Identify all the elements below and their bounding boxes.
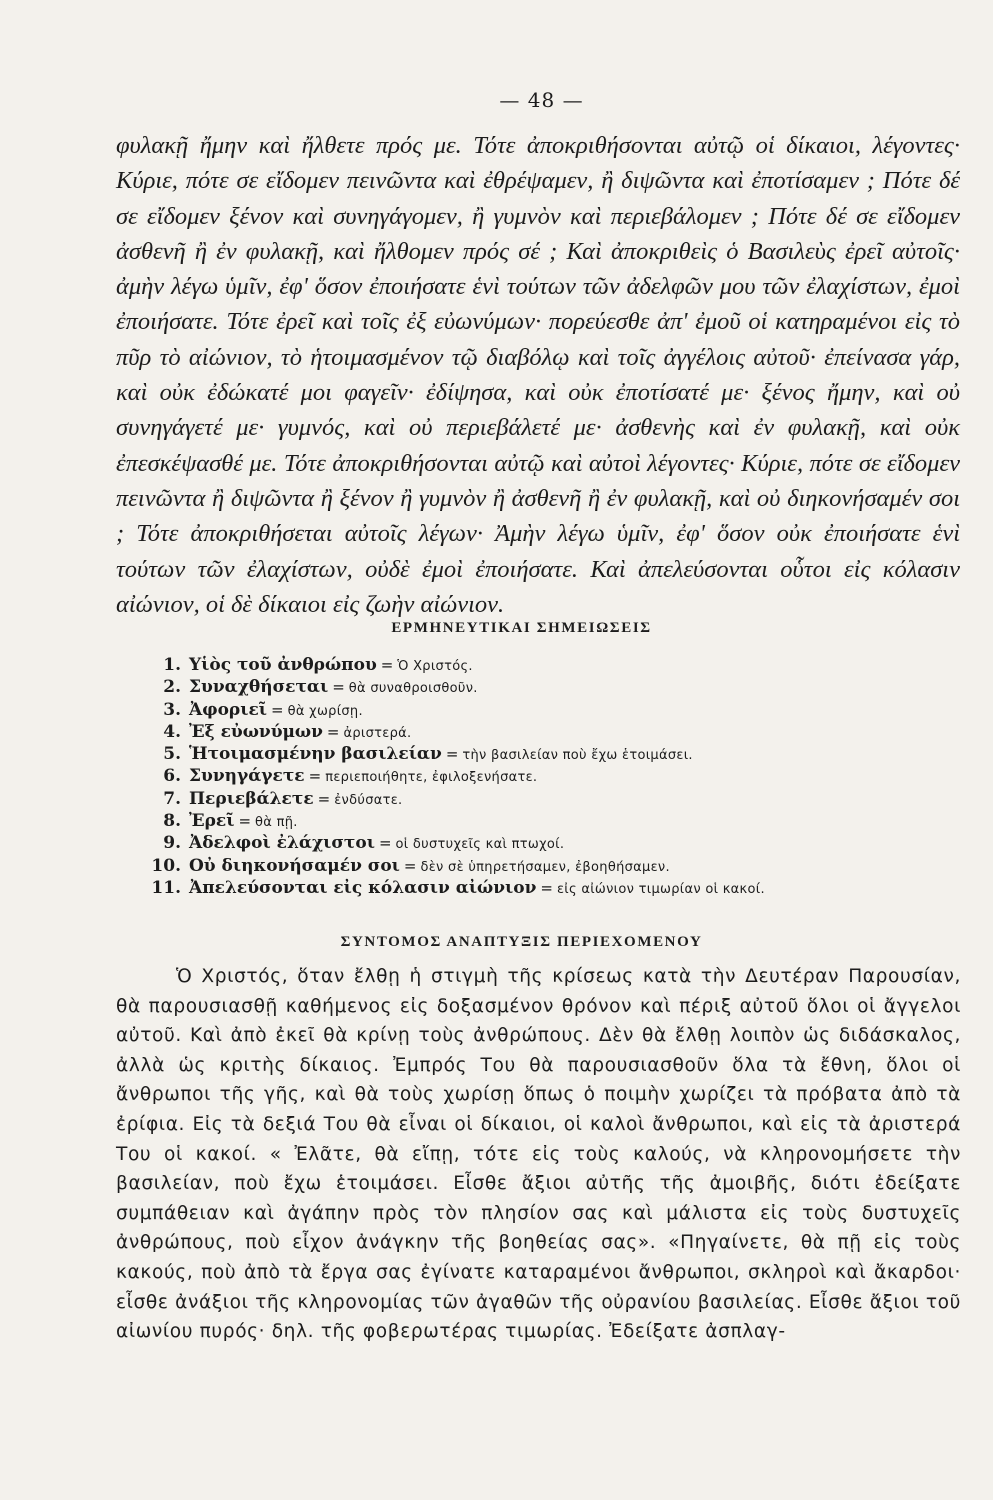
note-term: Συνηγάγετε bbox=[189, 766, 305, 787]
note-number: 8. bbox=[163, 811, 181, 832]
note-definition: ἀριστερά. bbox=[343, 725, 412, 741]
note-item bbox=[145, 654, 965, 676]
note-definition: Ὁ Χριστός. bbox=[397, 659, 473, 674]
equals-sign: = bbox=[271, 700, 284, 719]
note-number: 4. bbox=[163, 721, 181, 742]
note-term: Ἡτοιμασμένην βασιλείαν bbox=[189, 744, 442, 765]
note-number: 7. bbox=[163, 788, 181, 809]
note-term: Ἀδελφοὶ ἐλάχιστοι bbox=[189, 833, 375, 854]
note-item bbox=[145, 855, 965, 877]
note-term: Οὐ διηκονήσαμέν σοι bbox=[189, 855, 400, 876]
equals-sign: = bbox=[403, 856, 417, 875]
notes-heading: ΕΡΜΗΝΕΥΤΙΚΑΙ ΣΗΜΕΙΩΣΕΙΣ bbox=[391, 620, 652, 636]
note-item bbox=[145, 877, 965, 899]
note-item bbox=[145, 832, 965, 854]
note-term: Υἱὸς τοῦ ἀνθρώπου bbox=[189, 655, 377, 675]
note-number: 10. bbox=[151, 855, 181, 876]
note-number: 2. bbox=[163, 677, 181, 698]
note-term: Περιεβάλετε bbox=[189, 788, 314, 809]
note-number: 6. bbox=[163, 766, 181, 787]
note-term: Ἐρεῖ bbox=[189, 811, 235, 832]
note-term: Συναχθήσεται bbox=[189, 677, 329, 698]
note-number: 1. bbox=[163, 655, 181, 675]
summary-paragraph: Ὁ Χριστός, ὅταν ἔλθῃ ἡ στιγμὴ τῆς κρίσεως κατὰ τὴν Δευτέραν Παρουσίαν, θὰ παρουσιασθῇ καθήμενος εἰς δοξασμένον θρόνον καὶ πέριξ αὐτοῦ ὅλοι οἱ ἄγγελοι αὐτοῦ. Καὶ ἀπὸ ἐκεῖ θὰ κρίνῃ τοὺς ἀνθρώπους. Δὲν θὰ ἔλθῃ λοιπὸν ὡς διδάσκαλος, ἀλλὰ ὡς κριτὴς δίκαιος. Ἐμπρός Του θὰ παρουσιασθοῦν ὅλα τὰ ἔθνη, ὅλοι οἱ ἄνθρωποι τῆς γῆς, καὶ θὰ τοὺς χωρίσῃ ὅπως ὁ ποιμὴν χωρίζει τὰ πρόβατα ἀπὸ τὰ ἐρίφια. Εἰς τὰ δεξιά Του θὰ εἶναι οἱ δίκαιοι, οἱ καλοὶ ἄνθρωποι, καὶ εἰς τὰ ἀριστερά Του οἱ κακοί. « Ἐλᾶτε, θὰ εἴπῃ, τότε εἰς τοὺς καλούς, νὰ κληρονομήσετε τὴν βασιλείαν, ποὺ ἔχω ἑτοιμάσει. Εἶσθε ἄξιοι αὐτῆς τῆς ἀμοιβῆς, διότι ἐδείξατε συμπάθειαν καὶ ἀγάπην πρὸς τὸν πλησίον σας καὶ μάλιστα εἰς τοὺς δυστυχεῖς ἀνθρώπους, ποὺ εἶχον ἀνάγκην τῆς βοηθείας σας». «Πηγαίνετε, θὰ πῇ εἰς τοὺς κακούς, ποὺ ἀπὸ τὰ ἔργα σας ἐγίνατε καταραμένοι ἄνθρωποι, σκληροὶ καὶ ἄκαρδοι· εἶσθε ἀνάξιοι τῆς κληρονομίας τῶν ἀγαθῶν τῆς οὐρανίου βασιλείας. Εἶσθε ἄξιοι τοῦ αἰωνίου πυρός· δηλ. τῆς φοβερωτέρας τιμωρίας. Ἐδείξατε ἀσπλαγ- bbox=[116, 966, 961, 1343]
equals-sign: = bbox=[332, 678, 345, 697]
equals-sign: = bbox=[308, 767, 322, 786]
note-definition: δὲν σὲ ὑπηρετήσαμεν, ἐβοηθήσαμεν. bbox=[420, 859, 670, 875]
note-term: Ἀπελεύσονται εἰς κόλασιν αἰώνιον bbox=[189, 877, 537, 898]
equals-sign: = bbox=[378, 834, 392, 853]
note-definition: ἐνδύσατε. bbox=[334, 792, 403, 808]
note-item bbox=[145, 810, 965, 832]
note-term: Ἐξ εὐωνύμων bbox=[189, 721, 323, 742]
note-number: 3. bbox=[163, 699, 181, 720]
equals-sign: = bbox=[317, 789, 331, 808]
note-definition: θὰ πῇ. bbox=[255, 815, 298, 831]
note-definition: περιεποιήθητε, ἐφιλοξενήσατε. bbox=[325, 770, 538, 786]
note-number: 11. bbox=[151, 877, 181, 898]
scripture-passage: φυλακῇ ἤμην καὶ ἤλθετε πρός με. Τότε ἀποκριθήσονται αὐτῷ οἱ δίκαιοι, λέγοντες· Κύριε, πότε σε εἴδομεν πεινῶντα καὶ ἐθρέψαμεν, ἢ διψῶντα καὶ ἐποτίσαμεν ; Πότε δέ σε εἴδομεν ξένον καὶ συνηγάγομεν, ἢ γυμνὸν καὶ περιεβάλομεν ; Πότε δέ σε εἴδομεν ἀσθενῆ ἢ ἐν φυλακῇ, καὶ ἤλθομεν πρός σέ ; Καὶ ἀποκριθεὶς ὁ Βασιλεὺς ἐρεῖ αὐτοῖς· ἀμὴν λέγω ὑμῖν, ἐφ' ὅσον ἐποιήσατε ἑνὶ τούτων τῶν ἀδελφῶν μου τῶν ἐλαχίστων, ἐμοὶ ἐποιήσατε. Τότε ἐρεῖ καὶ τοῖς ἐξ εὐωνύμων· πορεύεσθε ἀπ' ἐμοῦ οἱ κατηραμένοι εἰς τὸ πῦρ τὸ αἰώνιον, τὸ ἡτοιμασμένον τῷ διαβόλῳ καὶ τοῖς ἀγγέλοις αὐτοῦ· ἐπείνασα γάρ, καὶ οὐκ ἐδώκατέ μοι φαγεῖν· ἐδίψησα, καὶ οὐκ ἐποτίσατέ με· ξένος ἤμην, καὶ οὐ συνηγάγετέ με· γυμνός, καὶ οὐ περιεβάλετέ με· ἀσθενὴς καὶ ἐν φυλακῇ, καὶ οὐκ ἐπεσκέψασθέ με. Τότε ἀποκριθήσονται αὐτῷ καὶ αὐτοὶ λέγοντες· Κύριε, πότε σε εἴδομεν πεινῶντα ἢ διψῶντα ἢ ξένον ἢ γυμνὸν ἢ ἀσθενῆ ἢ ἐν φυλακῇ, καὶ οὐ διηκονήσαμέν σοι ; Τότε ἀποκριθήσεται αὐτοῖς λέγων· Ἀμὴν λέγω ὑμῖν, ἐφ' ὅσον οὐκ ἐποιήσατε ἑνὶ τούτων τῶν ἐλαχίστων, οὐδὲ ἐμοὶ ἐποιήσατε. Καὶ ἀπελεύσονται οὗτοι εἰς κόλασιν αἰώνιον, οἱ δὲ δίκαιοι εἰς ζωὴν αἰώνιον. bbox=[116, 132, 960, 618]
note-item bbox=[145, 743, 965, 765]
note-item bbox=[145, 676, 965, 698]
note-item bbox=[145, 788, 965, 810]
note-definition: εἰς αἰώνιον τιμωρίαν οἱ κακοί. bbox=[556, 881, 765, 897]
note-item bbox=[145, 699, 965, 721]
equals-sign: = bbox=[540, 878, 553, 897]
page-number: — 48 — bbox=[499, 88, 584, 112]
equals-sign: = bbox=[445, 745, 459, 764]
note-term: Ἀφοριεῖ bbox=[189, 699, 268, 720]
note-definition: τὴν βασιλείαν ποὺ ἔχω ἑτοιμάσει. bbox=[462, 748, 693, 764]
equals-sign: = bbox=[380, 656, 394, 674]
note-item bbox=[145, 765, 965, 787]
equals-sign: = bbox=[238, 812, 252, 831]
note-definition: θὰ συναθροισθοῦν. bbox=[348, 681, 478, 697]
note-number: 5. bbox=[163, 744, 181, 765]
note-item bbox=[145, 721, 965, 743]
note-number: 9. bbox=[163, 833, 181, 854]
equals-sign: = bbox=[326, 722, 340, 741]
notes-list bbox=[145, 654, 965, 899]
note-definition: θὰ χωρίσῃ. bbox=[287, 703, 363, 719]
summary-heading: ΣΥΝΤΟΜΟΣ ΑΝΑΠΤΥΞΙΣ ΠΕΡΙΕΧΟΜΕΝΟΥ bbox=[340, 934, 703, 950]
note-definition: οἱ δυστυχεῖς καὶ πτωχοί. bbox=[395, 837, 565, 853]
